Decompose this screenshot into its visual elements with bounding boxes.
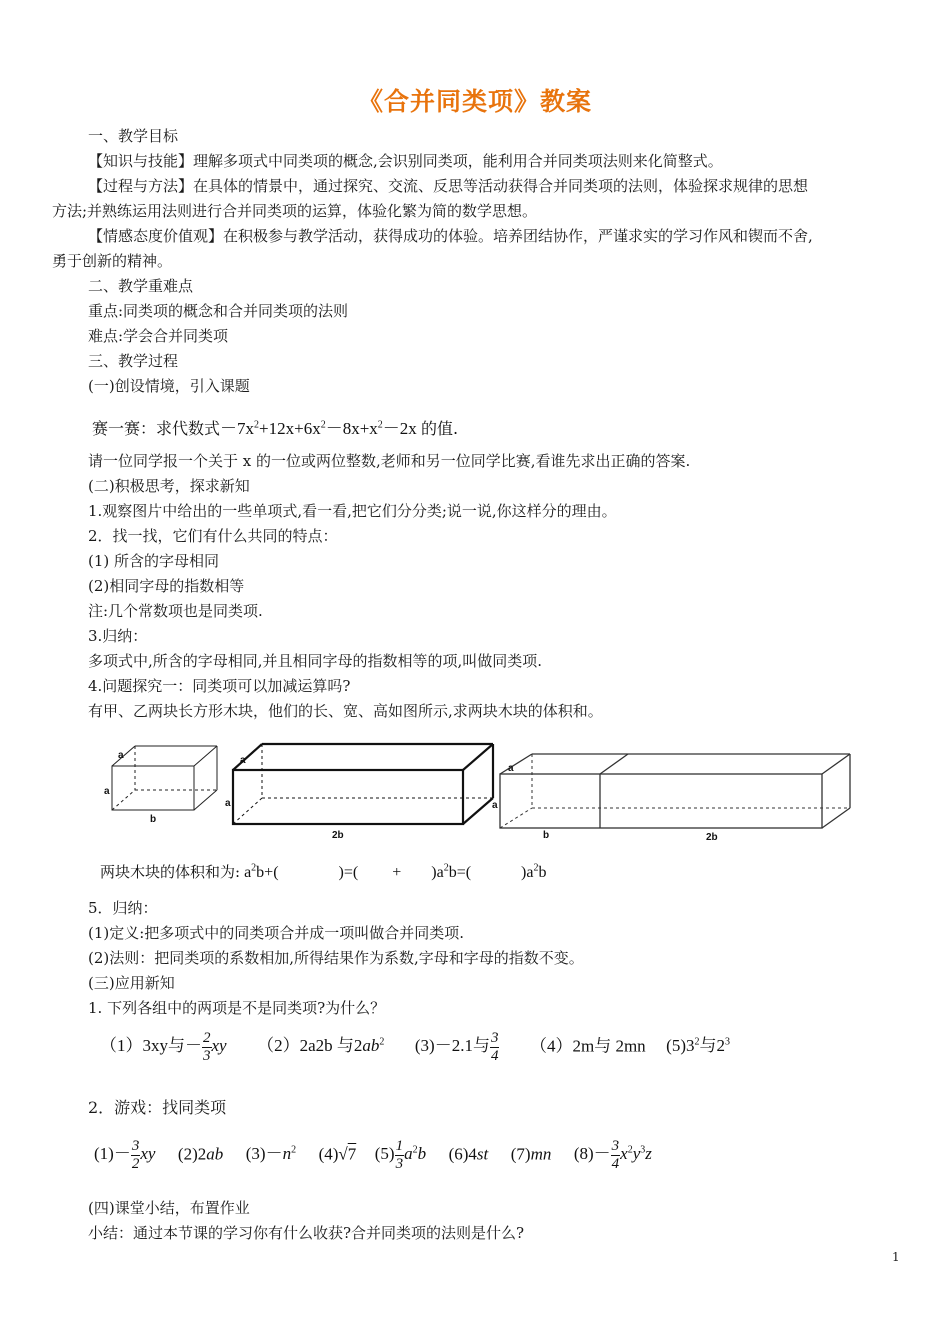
label-combined-a-left: a bbox=[492, 800, 498, 811]
page-number: 1 bbox=[892, 1250, 900, 1264]
exercise-1-items bbox=[100, 1030, 730, 1065]
feature-1: (1) 所含的字母相同 bbox=[88, 552, 220, 570]
ex2-item-3: $(3)-n^2$ bbox=[245, 1144, 297, 1164]
label-small-a-left: a bbox=[104, 786, 110, 797]
large-block bbox=[233, 744, 493, 824]
definition-combine: (1)定义:把多项式中的同类项合并成一项叫做合并同类项. bbox=[88, 924, 465, 942]
section-heading-process: 三、教学过程 bbox=[88, 352, 179, 370]
ex2-item-8: (8)－ $\frac{3}{4}$ $x^2y^3z$ bbox=[573, 1138, 652, 1172]
contest-label: 赛一赛：求代数式 bbox=[92, 419, 221, 438]
label-large-a-left: a bbox=[225, 798, 231, 809]
note-constants: 注:几个常数项也是同类项. bbox=[88, 602, 263, 620]
volume-label: 两块木块的体积和为: bbox=[100, 863, 241, 881]
wooden-blocks-figure bbox=[100, 738, 860, 848]
ex2-item-7: (7)mn bbox=[510, 1144, 552, 1164]
ex2-item-1: (1)－ $\frac{3}{2}$ xy bbox=[94, 1138, 156, 1172]
ex1-item-3: (3)－2.1与 $\frac{3}{4}$ bbox=[414, 1030, 499, 1064]
page-title: 《合并同类项》教案 bbox=[357, 87, 592, 116]
label-combined-a-top: a bbox=[508, 763, 514, 774]
combined-block bbox=[500, 754, 850, 828]
paragraph-attitude-2: 勇于创新的精神。 bbox=[52, 252, 173, 270]
contest-expression: 赛一赛：求代数式$-7x^2+12x+6x^2-8x+x^2-2x$ 的值. bbox=[92, 419, 459, 438]
volume-sum-expression: 两块木块的体积和为: $a^2b+$( )=( + )$a^2b=$( )$a^2b$ bbox=[100, 862, 547, 881]
subsection-explore: (二)积极思考，探求新知 bbox=[88, 477, 250, 495]
ex1-item-5: $(5)3^2$与$2^3$ bbox=[666, 1036, 730, 1056]
contest-tail: 的值. bbox=[421, 419, 459, 438]
subsection-intro: (一)创设情境，引入课题 bbox=[88, 377, 250, 395]
summary-question: 小结：通过本节课的学习你有什么收获?合并同类项的法则是什么? bbox=[88, 1224, 525, 1242]
label-combined-b: b bbox=[543, 830, 550, 841]
label-large-a-top: a bbox=[240, 755, 246, 766]
exercise-2-items bbox=[94, 1138, 652, 1173]
difficult-point: 难点:学会合并同类项 bbox=[88, 327, 229, 345]
paragraph-competition: 请一位同学报一个关于 x 的一位或两位整数,老师和另一位同学比赛,看谁先求出正确的答案. bbox=[88, 452, 691, 470]
paragraph-process-1: 【过程与方法】在具体的情景中，通过探究、交流、反思等活动获得合并同类项的法则，体验探求规律的思想 bbox=[88, 177, 809, 195]
paragraph-process-2: 方法;并熟练运用法则进行合并同类项的运算，体验化繁为简的数学思想。 bbox=[52, 202, 538, 220]
label-large-2b: 2b bbox=[332, 830, 344, 841]
rule-combine: (2)法则：把同类项的系数相加,所得结果作为系数,字母和字母的指数不变。 bbox=[88, 949, 584, 967]
question-5: 5．归纳： bbox=[88, 899, 158, 917]
section-heading-key-points: 二、教学重难点 bbox=[88, 277, 194, 295]
paragraph-knowledge: 【知识与技能】理解多项式中同类项的概念,会识别同类项，能利用合并同类项法则来化简整式。 bbox=[88, 152, 723, 170]
ex2-item-5: (5) $\frac{1}{3}$ $a^2b$ bbox=[374, 1138, 427, 1172]
question-1: 1.观察图片中给出的一些单项式,看一看,把它们分分类;说一说,你这样分的理由。 bbox=[88, 502, 617, 520]
exercise-1: 1. 下列各组中的两项是不是同类项?为什么？ bbox=[88, 999, 386, 1017]
ex1-item-2: （2）2a2b 与$2ab^2$ bbox=[257, 1036, 385, 1056]
key-point: 重点:同类项的概念和合并同类项的法则 bbox=[88, 302, 349, 320]
question-4-detail: 有甲、乙两块长方形木块，他们的长、宽、高如图所示,求两块木块的体积和。 bbox=[88, 702, 603, 720]
exercise-2: 2．游戏：找同类项 bbox=[88, 1098, 227, 1117]
question-4: 4.问题探究一：同类项可以加减运算吗? bbox=[88, 677, 351, 695]
small-block bbox=[112, 746, 217, 810]
ex1-item-1: （1）3xy与－ $\frac{2}{3}$ xy bbox=[100, 1030, 227, 1064]
feature-2: (2)相同字母的指数相等 bbox=[88, 577, 245, 595]
question-2: 2．找一找，它们有什么共同的特点： bbox=[88, 527, 338, 545]
label-small-b: b bbox=[150, 814, 157, 825]
paragraph-attitude-1: 【情感态度价值观】在积极参与教学活动，获得成功的体验。培养团结协作，严谨求实的学习作风和锲而不舍, bbox=[88, 227, 813, 245]
ex1-item-4: （4）2m与 2mn bbox=[529, 1036, 646, 1056]
subsection-apply: (三)应用新知 bbox=[88, 974, 175, 992]
ex2-item-4: (4)√7 bbox=[318, 1144, 357, 1164]
question-3: 3.归纳： bbox=[88, 627, 148, 645]
ex2-item-6: (6)4st bbox=[448, 1144, 489, 1164]
ex2-item-2: (2)2ab bbox=[177, 1144, 224, 1164]
subsection-summary: (四)课堂小结，布置作业 bbox=[88, 1199, 250, 1217]
section-heading-goals: 一、教学目标 bbox=[88, 127, 179, 145]
definition-like-terms: 多项式中,所含的字母相同,并且相同字母的指数相等的项,叫做同类项. bbox=[88, 652, 543, 670]
label-small-a-top: a bbox=[118, 750, 124, 761]
label-combined-2b: 2b bbox=[706, 832, 718, 843]
